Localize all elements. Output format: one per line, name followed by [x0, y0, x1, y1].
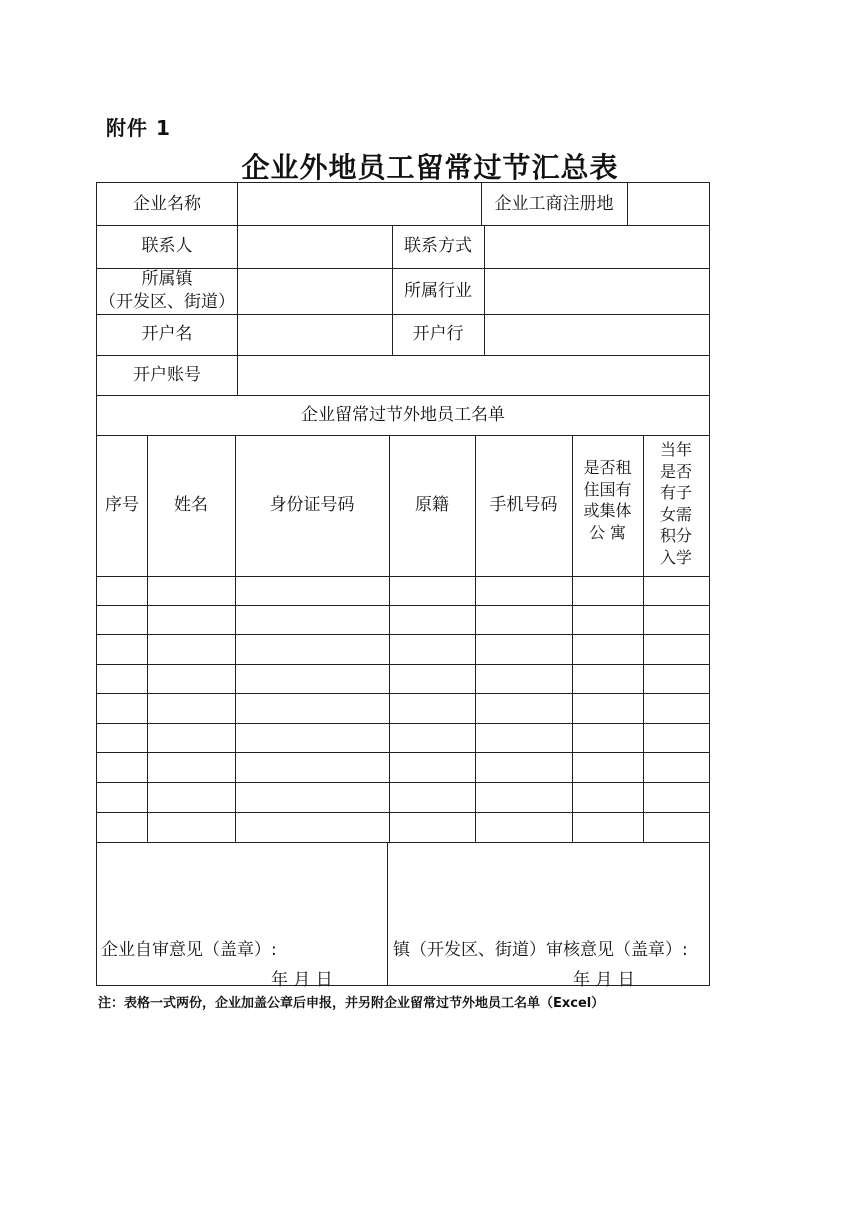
label-contact-method: 联系方式: [404, 236, 472, 257]
form-table: [96, 182, 710, 990]
table-cell[interactable]: [390, 635, 474, 663]
company-opinion-label: 企业自审意见（盖章）:: [101, 940, 277, 960]
table-cell[interactable]: [236, 635, 388, 663]
table-cell[interactable]: [98, 577, 146, 604]
table-cell[interactable]: [236, 753, 388, 781]
table-cell[interactable]: [98, 665, 146, 692]
town-opinion-date: 年 月 日: [573, 970, 635, 990]
table-cell[interactable]: [644, 606, 708, 633]
col-header-id-number: 身份证号码: [269, 495, 355, 516]
table-cell[interactable]: [573, 694, 642, 722]
company-opinion-date: 年 月 日: [271, 970, 333, 990]
table-cell[interactable]: [236, 694, 388, 722]
field-contact-person[interactable]: [238, 226, 391, 267]
table-cell[interactable]: [390, 606, 474, 633]
table-cell[interactable]: [98, 694, 146, 722]
field-company-name[interactable]: [238, 184, 480, 224]
field-account-number[interactable]: [238, 356, 708, 394]
table-cell[interactable]: [148, 813, 234, 841]
field-contact-method[interactable]: [485, 226, 708, 267]
table-cell[interactable]: [573, 783, 642, 811]
table-cell[interactable]: [390, 724, 474, 751]
table-cell[interactable]: [148, 753, 234, 781]
table-cell[interactable]: [390, 753, 474, 781]
table-cell[interactable]: [476, 694, 571, 722]
table-cell[interactable]: [476, 665, 571, 692]
table-cell[interactable]: [236, 783, 388, 811]
row-divider: [97, 842, 709, 843]
table-cell[interactable]: [98, 724, 146, 751]
list-title: 企业留常过节外地员工名单: [301, 404, 505, 425]
table-cell[interactable]: [573, 813, 642, 841]
col-header-children: 当年 是否 有子 女需 积分 入学: [659, 440, 692, 567]
table-cell[interactable]: [644, 783, 708, 811]
col-header-phone: 手机号码: [489, 495, 558, 516]
label-registration-place: 企业工商注册地: [494, 193, 614, 214]
col-divider: [387, 842, 388, 985]
table-cell[interactable]: [573, 724, 642, 751]
label-contact-person: 联系人: [141, 236, 193, 257]
table-cell[interactable]: [390, 577, 474, 604]
field-account-name[interactable]: [238, 315, 391, 354]
table-cell[interactable]: [98, 606, 146, 633]
table-cell[interactable]: [390, 694, 474, 722]
table-cell[interactable]: [148, 694, 234, 722]
label-town-line1: 所属镇: [141, 269, 193, 290]
label-town: [97, 268, 237, 314]
table-cell[interactable]: [98, 635, 146, 663]
table-cell[interactable]: [644, 694, 708, 722]
town-opinion-label: 镇（开发区、街道）审核意见（盖章）:: [393, 940, 688, 960]
table-cell[interactable]: [476, 606, 571, 633]
table-cell[interactable]: [236, 813, 388, 841]
table-cell[interactable]: [148, 635, 234, 663]
table-cell[interactable]: [236, 665, 388, 692]
label-industry: 所属行业: [404, 280, 472, 301]
col-header-seq: 序号: [105, 495, 139, 516]
table-cell[interactable]: [644, 635, 708, 663]
table-cell[interactable]: [573, 606, 642, 633]
table-cell[interactable]: [98, 813, 146, 841]
table-cell[interactable]: [148, 665, 234, 692]
label-account-number: 开户账号: [133, 364, 201, 385]
table-cell[interactable]: [476, 635, 571, 663]
label-company-name: 企业名称: [133, 193, 201, 214]
attachment-label: 附件 1: [106, 116, 171, 140]
field-registration-place[interactable]: [628, 184, 708, 224]
table-cell[interactable]: [644, 665, 708, 692]
table-cell[interactable]: [476, 813, 571, 841]
table-cell[interactable]: [390, 783, 474, 811]
table-cell[interactable]: [390, 813, 474, 841]
table-cell[interactable]: [390, 665, 474, 692]
form-title: 企业外地员工留常过节汇总表: [241, 151, 619, 184]
col-header-origin: 原籍: [415, 495, 449, 516]
table-cell[interactable]: [644, 813, 708, 841]
table-cell[interactable]: [644, 577, 708, 604]
label-bank: 开户行: [412, 324, 464, 345]
label-account-name: 开户名: [141, 324, 193, 345]
table-cell[interactable]: [573, 665, 642, 692]
table-cell[interactable]: [644, 753, 708, 781]
field-town[interactable]: [238, 269, 391, 313]
table-cell[interactable]: [236, 606, 388, 633]
footnote: 注：表格一式两份，企业加盖公章后申报，并另附企业留常过节外地员工名单（Excel）: [98, 996, 605, 1011]
field-bank[interactable]: [485, 315, 708, 354]
table-cell[interactable]: [148, 724, 234, 751]
table-cell[interactable]: [148, 783, 234, 811]
field-industry[interactable]: [485, 269, 708, 313]
table-cell[interactable]: [476, 783, 571, 811]
table-cell[interactable]: [236, 724, 388, 751]
table-cell[interactable]: [98, 753, 146, 781]
table-cell[interactable]: [573, 577, 642, 604]
table-cell[interactable]: [476, 577, 571, 604]
table-cell[interactable]: [98, 783, 146, 811]
col-header-name: 姓名: [174, 495, 208, 516]
table-cell[interactable]: [476, 753, 571, 781]
table-cell[interactable]: [573, 753, 642, 781]
table-cell[interactable]: [236, 577, 388, 604]
label-town-line2: （开发区、街道）: [99, 292, 235, 312]
table-cell[interactable]: [148, 577, 234, 604]
table-cell[interactable]: [644, 724, 708, 751]
table-cell[interactable]: [476, 724, 571, 751]
table-cell[interactable]: [148, 606, 234, 633]
col-header-housing: 是否租 住国有 或集体 公 寓: [583, 458, 632, 542]
table-cell[interactable]: [573, 635, 642, 663]
